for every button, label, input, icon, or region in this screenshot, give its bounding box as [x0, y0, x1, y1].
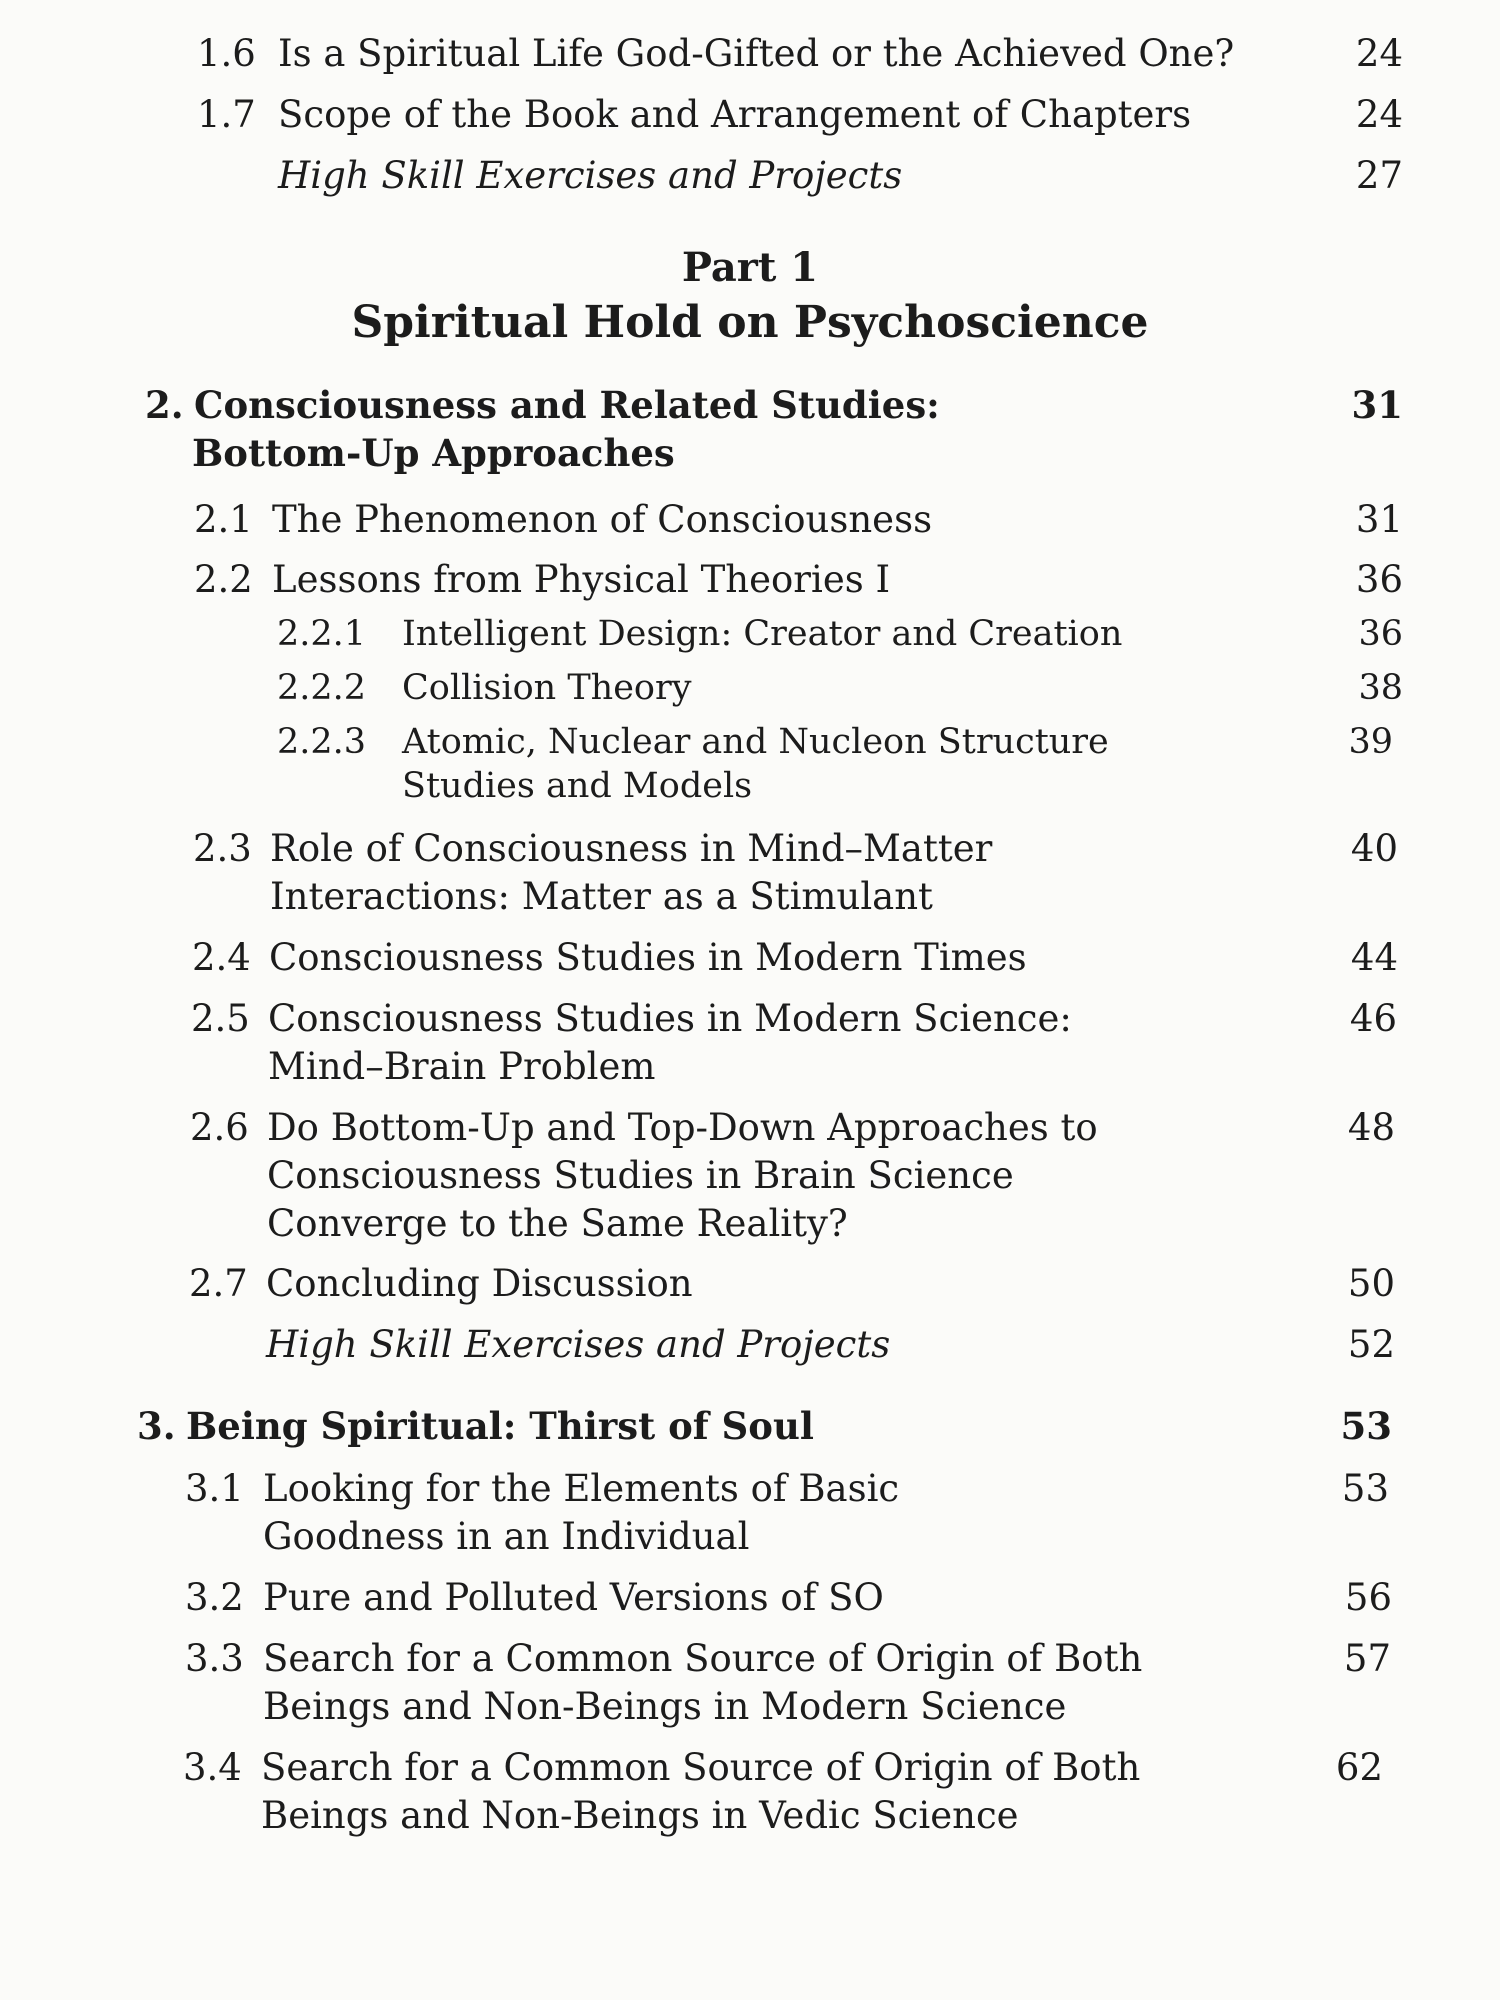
section-title-line: Goodness in an Individual: [263, 1515, 750, 1558]
section-title-line: Studies and Models: [402, 766, 753, 806]
page-number: 44: [1350, 936, 1398, 979]
section-title-line: Intelligent Design: Creator and Creation: [402, 614, 1123, 654]
part-title: Spiritual Hold on Psychoscience: [351, 297, 1149, 348]
page-number: 48: [1347, 1106, 1395, 1149]
section-title-line: Beings and Non-Beings in Vedic Science: [261, 1794, 1019, 1837]
chapter-number: 3.: [137, 1404, 176, 1448]
part-label: Part 1: [681, 244, 819, 291]
section-number: 3.3: [185, 1637, 244, 1680]
page-number: 62: [1335, 1746, 1383, 1789]
section-number: 2.4: [192, 936, 251, 979]
page-number: 31: [1355, 498, 1403, 541]
page-number: 52: [1347, 1323, 1395, 1366]
section-title: Is a Spiritual Life God-Gifted or the Achieved One?: [278, 32, 1235, 75]
section-title: [261, 1744, 1140, 1840]
section-title-line: Role of Consciousness in Mind–Matter: [270, 827, 993, 870]
section-title-line: Collision Theory: [402, 668, 692, 708]
section-title-line: Beings and Non-Beings in Modern Science: [263, 1685, 1067, 1728]
section-number: 2.7: [189, 1262, 248, 1305]
chapter-number: 2.: [145, 383, 184, 427]
section-number: 1.6: [197, 32, 256, 75]
section-title: [402, 612, 1122, 656]
section-title-line: The Phenomenon of Consciousness: [272, 498, 933, 541]
section-number: 3.4: [183, 1746, 242, 1789]
page-number: 36: [1358, 614, 1403, 654]
section-number: 2.6: [190, 1106, 249, 1149]
section-title-line: Pure and Polluted Versions of SO: [263, 1576, 884, 1619]
page-number: 53: [1340, 1404, 1392, 1448]
section-title: [402, 720, 1109, 808]
page-number: 56: [1344, 1576, 1392, 1619]
section-title: High Skill Exercises and Projects: [278, 154, 903, 197]
section-title: [266, 1321, 890, 1369]
section-title-line: Consciousness Studies in Modern Science:: [268, 997, 1072, 1040]
section-title: [272, 496, 932, 544]
section-title-line: Converge to the Same Reality?: [267, 1202, 848, 1245]
section-title: [268, 995, 1072, 1091]
chapter-title: [194, 381, 940, 477]
section-number: 2.2.2: [277, 668, 367, 708]
section-number: 1.7: [197, 93, 256, 136]
section-number: 2.5: [191, 997, 250, 1040]
section-number: 2.2.3: [277, 722, 367, 762]
page-number: 40: [1350, 827, 1398, 870]
section-number: 2.1: [194, 498, 253, 541]
section-title: [263, 1635, 1142, 1731]
section-title: Scope of the Book and Arrangement of Chapters: [278, 93, 1192, 136]
page-number: 36: [1355, 558, 1403, 601]
page-number: 53: [1341, 1467, 1389, 1510]
section-title-line: Looking for the Elements of Basic: [263, 1467, 900, 1510]
page-number: 31: [1351, 383, 1403, 427]
section-title: [402, 666, 692, 710]
section-number: 2.3: [193, 827, 252, 870]
section-title-line: Do Bottom-Up and Top-Down Approaches to: [267, 1106, 1098, 1149]
section-title-line: Interactions: Matter as a Stimulant: [270, 875, 933, 918]
section-title-line: Concluding Discussion: [266, 1262, 693, 1305]
page-number: 39: [1348, 722, 1393, 762]
section-title-line: Atomic, Nuclear and Nucleon Structure: [402, 722, 1109, 762]
section-title: [269, 934, 1027, 982]
page-number: 38: [1358, 668, 1403, 708]
section-number: 3.2: [185, 1576, 244, 1619]
section-title: [263, 1574, 884, 1622]
page-number: 57: [1343, 1637, 1391, 1680]
section-title: [266, 1260, 693, 1308]
section-title: [270, 825, 992, 921]
section-number: 2.2.1: [277, 614, 367, 654]
section-number: 2.2: [194, 558, 253, 601]
page-number: 24: [1355, 93, 1403, 136]
section-title-line: Lessons from Physical Theories I: [272, 558, 891, 601]
section-number: 3.1: [185, 1467, 244, 1510]
chapter-title: Being Spiritual: Thirst of Soul: [186, 1404, 814, 1448]
section-title-line: Consciousness Studies in Modern Times: [269, 936, 1027, 979]
section-title: [267, 1104, 1098, 1248]
section-title-line: Consciousness Studies in Brain Science: [267, 1154, 1014, 1197]
section-title-line: Mind–Brain Problem: [268, 1045, 656, 1088]
chapter-title-line: Bottom-Up Approaches: [192, 431, 675, 475]
section-title-line: Search for a Common Source of Origin of Both: [263, 1637, 1143, 1680]
chapter-title-line: Consciousness and Related Studies:: [194, 383, 940, 427]
page-number: 27: [1355, 154, 1403, 197]
page-number: 46: [1349, 997, 1397, 1040]
section-title-line: Search for a Common Source of Origin of Both: [261, 1746, 1141, 1789]
page-number: 50: [1347, 1262, 1395, 1305]
section-title-line: High Skill Exercises and Projects: [266, 1323, 891, 1366]
section-title: [263, 1465, 899, 1561]
section-title: [272, 556, 890, 604]
page-number: 24: [1355, 32, 1403, 75]
